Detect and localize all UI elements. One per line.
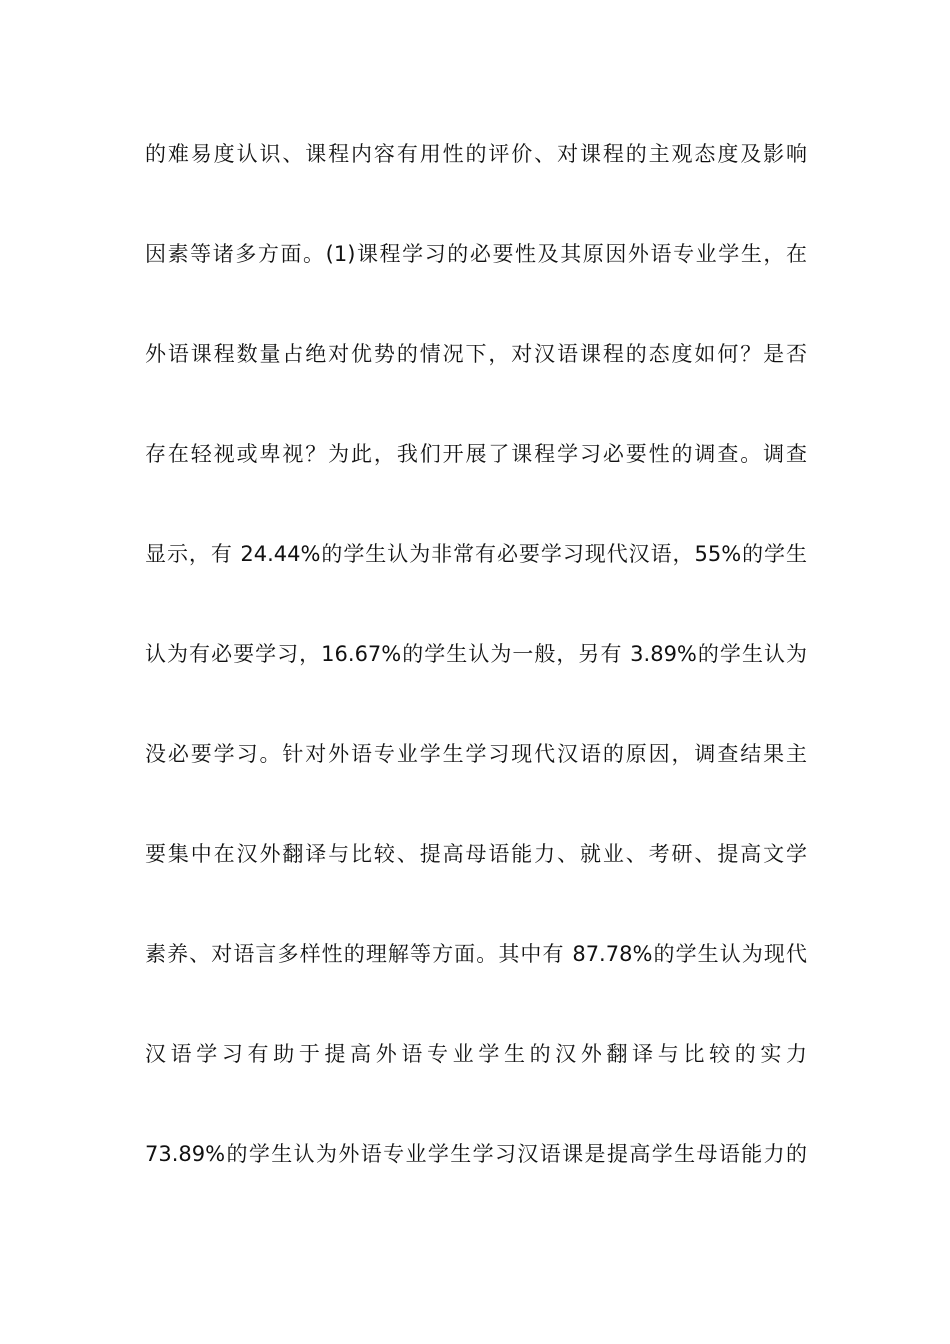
text-line-5: 显示，有 24.44%的学生认为非常有必要学习现代汉语，55%的学生	[145, 542, 807, 566]
body-text	[145, 132, 807, 1232]
text-line-3: 外语课程数量占绝对优势的情况下，对汉语课程的态度如何？是否	[145, 342, 807, 366]
text-line-4: 存在轻视或卑视？为此，我们开展了课程学习必要性的调查。调查	[145, 442, 807, 466]
text-line-6: 认为有必要学习，16.67%的学生认为一般，另有 3.89%的学生认为	[145, 642, 807, 666]
text-line-1: 的难易度认识、课程内容有用性的评价、对课程的主观态度及影响	[145, 142, 807, 166]
text-line-7: 没必要学习。针对外语专业学生学习现代汉语的原因，调查结果主	[145, 742, 807, 766]
text-line-9: 素养、对语言多样性的理解等方面。其中有 87.78%的学生认为现代	[145, 942, 807, 966]
text-line-11: 73.89%的学生认为外语专业学生学习汉语课是提高学生母语能力的	[145, 1142, 807, 1166]
text-line-2: 因素等诸多方面。(1)课程学习的必要性及其原因外语专业学生，在	[145, 242, 807, 266]
text-line-10: 汉语学习有助于提高外语专业学生的汉外翻译与比较的实力	[145, 1042, 807, 1066]
text-line-8: 要集中在汉外翻译与比较、提高母语能力、就业、考研、提高文学	[145, 842, 807, 866]
